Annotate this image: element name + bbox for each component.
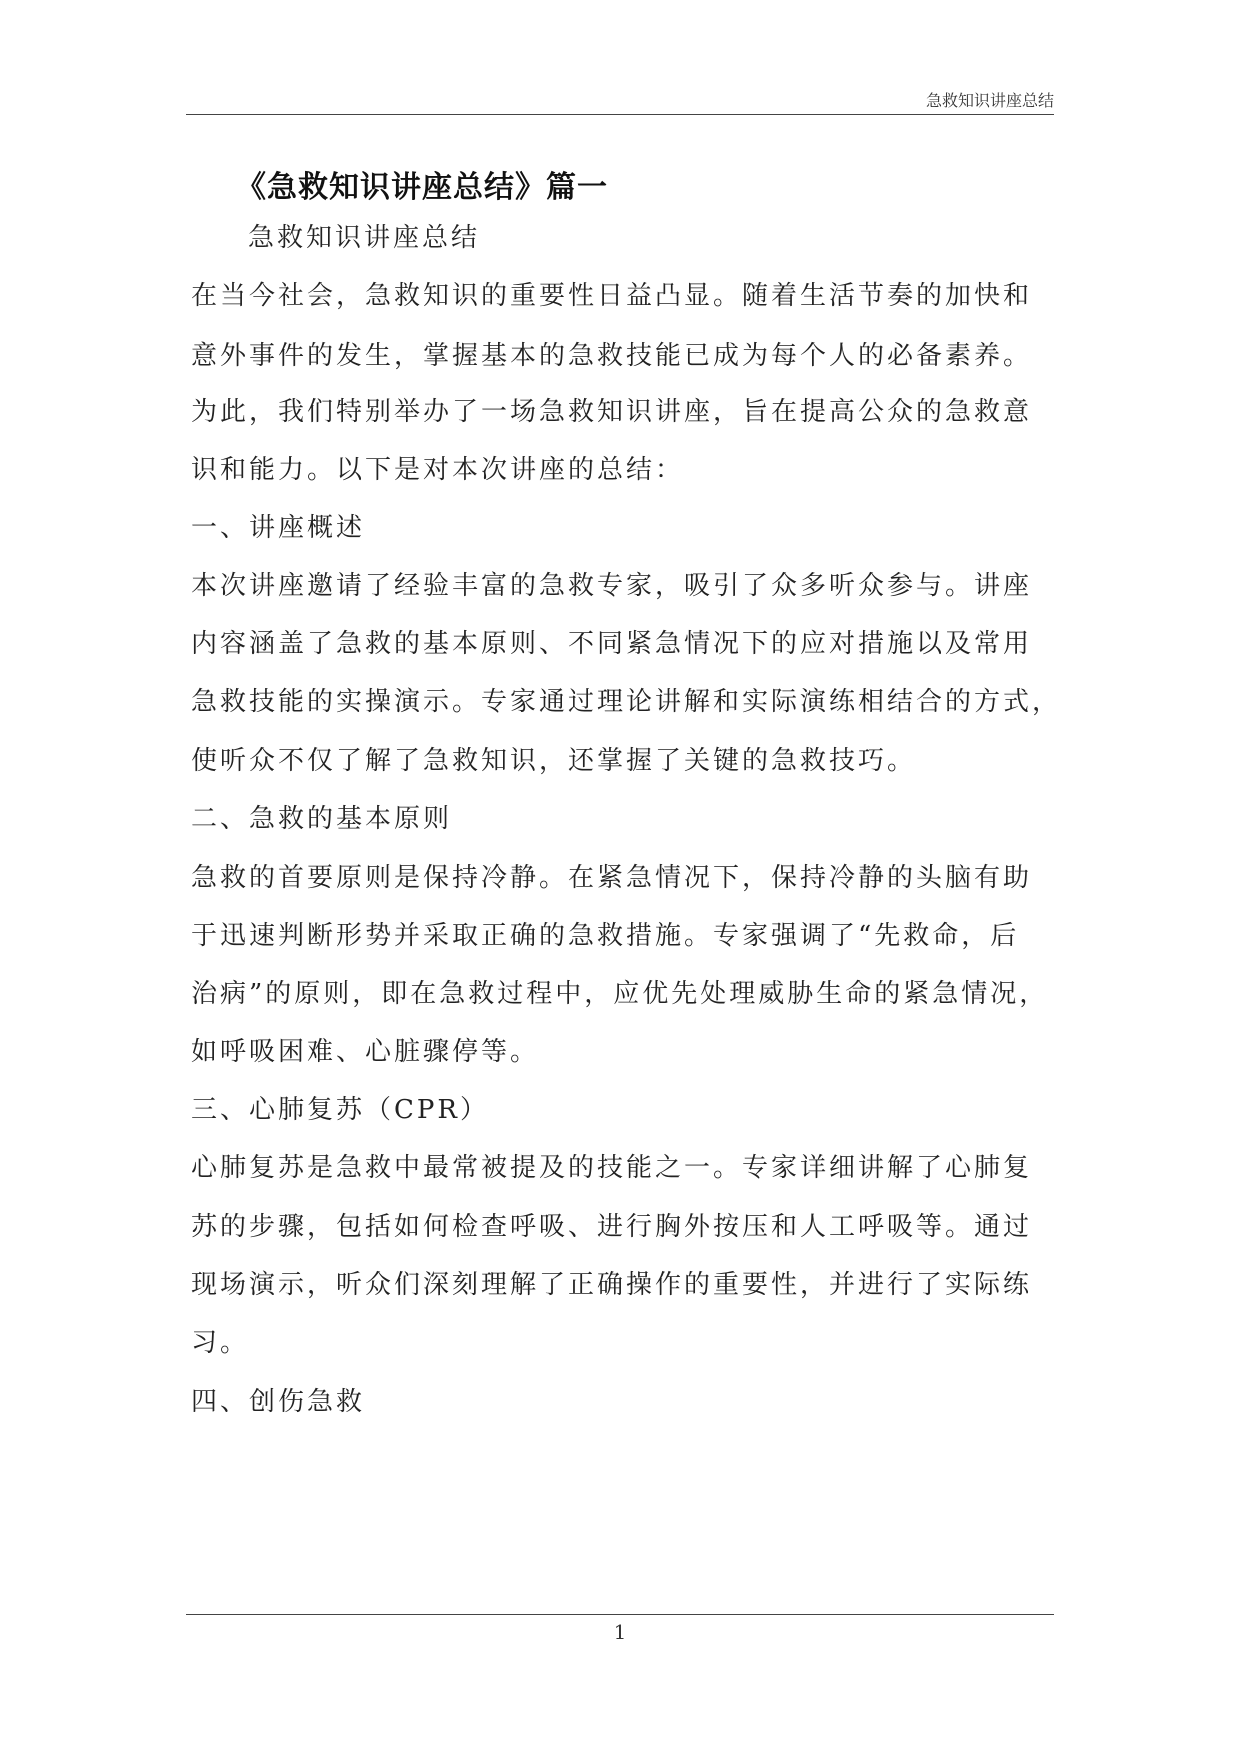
document-subtitle: 急救知识讲座总结	[248, 223, 481, 253]
paragraph-line: 为此，我们特别举办了一场急救知识讲座，旨在提高公众的急救意	[191, 397, 1033, 427]
paragraph-line: 内容涵盖了急救的基本原则、不同紧急情况下的应对措施以及常用	[191, 629, 1033, 659]
paragraph-line: 治病”的原则，即在急救过程中，应优先处理威胁生命的紧急情况，	[191, 979, 1049, 1009]
section-heading: 三、心肺复苏（CPR）	[191, 1095, 489, 1125]
paragraph-line: 苏的步骤，包括如何检查呼吸、进行胸外按压和人工呼吸等。通过	[191, 1212, 1033, 1242]
paragraph-line: 急救的首要原则是保持冷静。在紧急情况下，保持冷静的头脑有助	[191, 863, 1033, 893]
paragraph-line: 意外事件的发生，掌握基本的急救技能已成为每个人的必备素养。	[191, 341, 1033, 371]
document-title: 《急救知识讲座总结》篇一	[236, 170, 608, 205]
footer-divider	[186, 1614, 1054, 1615]
running-header: 急救知识讲座总结	[925, 91, 1054, 110]
paragraph-line: 在当今社会，急救知识的重要性日益凸显。随着生活节奏的加快和	[191, 281, 1033, 311]
paragraph-line: 现场演示，听众们深刻理解了正确操作的重要性，并进行了实际练	[191, 1270, 1033, 1300]
paragraph-line: 本次讲座邀请了经验丰富的急救专家，吸引了众多听众参与。讲座	[191, 571, 1033, 601]
paragraph-line: 急救技能的实操演示。专家通过理论讲解和实际演练相结合的方式，	[191, 687, 1062, 717]
paragraph-line: 使听众不仅了解了急救知识，还掌握了关键的急救技巧。	[191, 746, 917, 776]
header-divider	[186, 114, 1054, 115]
paragraph-line: 心肺复苏是急救中最常被提及的技能之一。专家详细讲解了心肺复	[191, 1153, 1033, 1183]
page-number: 1	[613, 1620, 627, 1644]
paragraph-line: 如呼吸困难、心脏骤停等。	[191, 1037, 540, 1067]
paragraph-line: 于迅速判断形势并采取正确的急救措施。专家强调了“先救命，后	[191, 921, 1020, 951]
paragraph-line: 识和能力。以下是对本次讲座的总结：	[191, 455, 685, 485]
section-heading: 一、讲座概述	[191, 513, 366, 543]
section-heading: 二、急救的基本原则	[191, 804, 453, 834]
paragraph-line: 习。	[191, 1328, 250, 1358]
section-heading: 四、创伤急救	[191, 1387, 366, 1417]
